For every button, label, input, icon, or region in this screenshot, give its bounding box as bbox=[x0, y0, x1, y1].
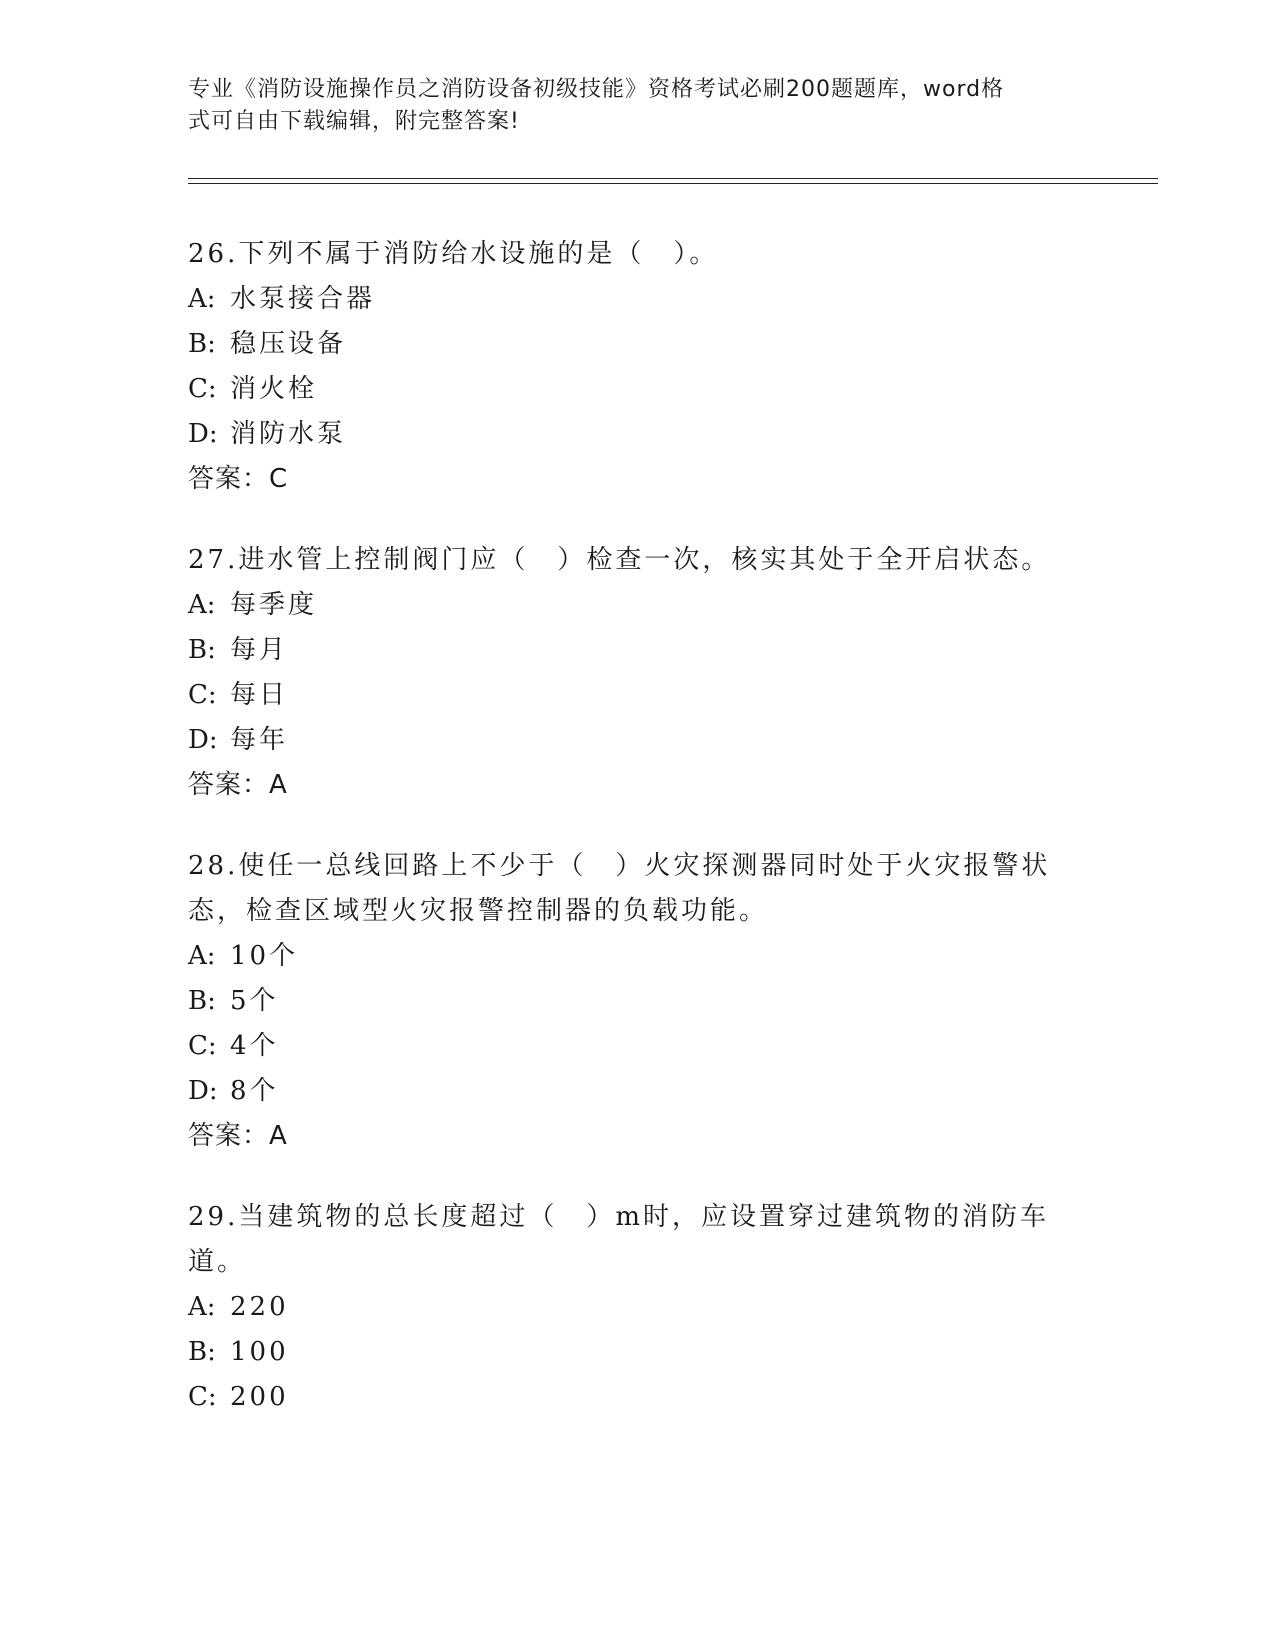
option-label: C: bbox=[188, 1031, 217, 1061]
option-c bbox=[188, 1024, 1088, 1069]
document-header bbox=[188, 74, 1078, 138]
option-text: 每年 bbox=[230, 725, 289, 755]
option-b bbox=[188, 628, 1088, 673]
question-text: 29.当建筑物的总长度超过（ ）m时，应设置穿过建筑物的消防车道。 bbox=[188, 1202, 1050, 1277]
option-label: B: bbox=[188, 635, 216, 665]
option-c bbox=[188, 367, 1088, 412]
question-28 bbox=[188, 844, 1088, 1159]
option-label: C: bbox=[188, 680, 217, 710]
option-d bbox=[188, 412, 1088, 457]
header-line-2: 式可自由下载编辑，附完整答案! bbox=[188, 109, 520, 134]
option-b bbox=[188, 322, 1088, 367]
answer: 答案：C bbox=[188, 464, 289, 494]
option-text: 每月 bbox=[230, 635, 289, 665]
header-rule-top bbox=[188, 178, 1158, 179]
option-label: B: bbox=[188, 1337, 216, 1367]
option-a bbox=[188, 583, 1088, 628]
option-label: A: bbox=[188, 1292, 216, 1322]
answer: 答案：A bbox=[188, 770, 288, 800]
option-text: 每日 bbox=[230, 680, 289, 710]
question-text: 27.进水管上控制阀门应（ ）检查一次，核实其处于全开启状态。 bbox=[188, 545, 1051, 575]
option-text: 消防水泵 bbox=[230, 419, 347, 449]
option-a bbox=[188, 934, 1088, 979]
option-label: C: bbox=[188, 1382, 217, 1412]
option-label: D: bbox=[188, 419, 218, 449]
option-text: 消火栓 bbox=[230, 374, 318, 404]
question-list bbox=[188, 232, 1088, 1456]
option-d bbox=[188, 1069, 1088, 1114]
option-label: C: bbox=[188, 374, 217, 404]
header-rule-bottom bbox=[188, 183, 1158, 184]
option-label: D: bbox=[188, 725, 218, 755]
option-label: A: bbox=[188, 284, 216, 314]
question-29 bbox=[188, 1195, 1088, 1420]
option-b bbox=[188, 979, 1088, 1024]
header-line-1: 专业《消防设施操作员之消防设备初级技能》资格考试必刷200题题库，word格 bbox=[188, 77, 1005, 102]
option-text: 5个 bbox=[230, 986, 279, 1016]
option-label: D: bbox=[188, 1076, 218, 1106]
answer: 答案：A bbox=[188, 1121, 288, 1151]
option-text: 8个 bbox=[230, 1076, 279, 1106]
option-a bbox=[188, 277, 1088, 322]
option-text: 10个 bbox=[230, 941, 299, 971]
option-text: 4个 bbox=[230, 1031, 279, 1061]
option-text: 200 bbox=[230, 1382, 289, 1412]
option-text: 水泵接合器 bbox=[230, 284, 376, 314]
question-26 bbox=[188, 232, 1088, 502]
option-c bbox=[188, 1375, 1088, 1420]
option-text: 220 bbox=[230, 1292, 289, 1322]
option-label: B: bbox=[188, 329, 216, 359]
option-label: A: bbox=[188, 941, 216, 971]
question-27 bbox=[188, 538, 1088, 808]
question-text: 28.使任一总线回路上不少于（ ）火灾探测器同时处于火灾报警状态，检查区域型火灾报警控制器的负载功能。 bbox=[188, 851, 1051, 926]
option-b bbox=[188, 1330, 1088, 1375]
option-text: 100 bbox=[230, 1337, 289, 1367]
option-d bbox=[188, 718, 1088, 763]
option-text: 每季度 bbox=[230, 590, 318, 620]
option-a bbox=[188, 1285, 1088, 1330]
option-label: A: bbox=[188, 590, 216, 620]
option-text: 稳压设备 bbox=[230, 329, 347, 359]
option-label: B: bbox=[188, 986, 216, 1016]
question-text: 26.下列不属于消防给水设施的是（ ）。 bbox=[188, 239, 719, 269]
option-c bbox=[188, 673, 1088, 718]
